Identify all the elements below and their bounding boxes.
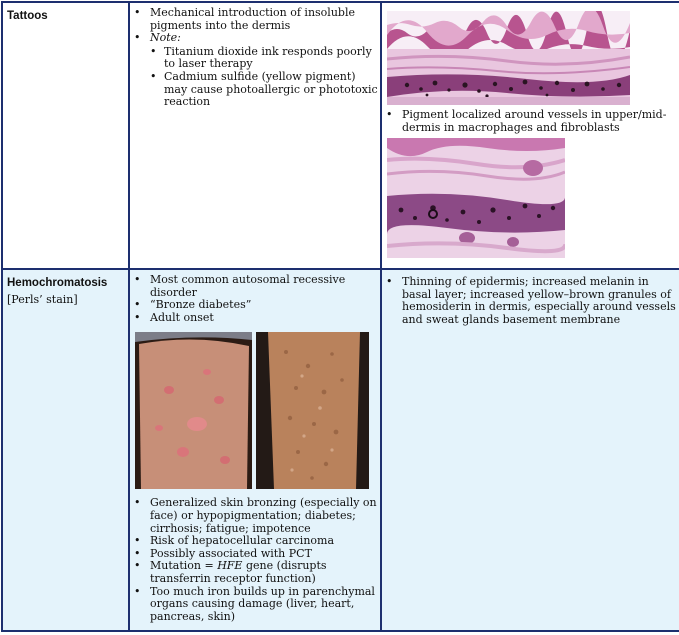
list-item: • Possibly associated with PCT bbox=[130, 548, 380, 561]
table-row-tattoos bbox=[2, 2, 679, 269]
condition-cell bbox=[2, 269, 129, 631]
features-list bbox=[130, 3, 380, 109]
list-item: • Generalized skin bronzing (especially on face) or hypopigmentation; diabetes; cirrhosis; fatigue; impotence bbox=[130, 497, 380, 535]
list-item: • Risk of hepatocellular carcinoma bbox=[130, 535, 380, 548]
list-item bbox=[130, 560, 380, 585]
histology-image-2-wrap bbox=[382, 134, 679, 258]
features-list-bottom bbox=[130, 497, 380, 623]
histology-caption-list bbox=[382, 105, 679, 134]
clinical-photo-thigh bbox=[135, 332, 252, 489]
histology-cell bbox=[381, 269, 679, 631]
condition-name: Hemochromatosis bbox=[7, 277, 108, 289]
mutation-gene: HFE bbox=[217, 559, 243, 573]
mutation-prefix: Mutation = bbox=[150, 559, 218, 573]
note-list bbox=[150, 46, 380, 109]
clinical-photo-leg bbox=[256, 332, 369, 489]
features-cell bbox=[129, 2, 381, 269]
histology-image-macrophages bbox=[387, 138, 565, 258]
histology-image-1-wrap bbox=[382, 3, 679, 105]
features-list-top bbox=[130, 270, 380, 324]
table-row-hemochromatosis bbox=[2, 269, 679, 631]
histology-image-upper-dermis bbox=[387, 11, 630, 105]
list-item bbox=[130, 32, 380, 109]
features-cell bbox=[129, 269, 381, 631]
list-item: • Most common autosomal recessive disorder bbox=[130, 274, 380, 299]
condition-name: Tattoos bbox=[7, 10, 48, 22]
list-item: • “Bronze diabetes” bbox=[130, 299, 380, 312]
list-item: • Titanium dioxide ink responds poorly to laser therapy bbox=[150, 46, 380, 71]
list-item: • Too much iron builds up in parenchymal organs causing damage (liver, heart, pancreas, skin) bbox=[130, 586, 380, 624]
list-item: • Cadmium sulfide (yellow pigment) may cause photoallergic or phototoxic reaction bbox=[150, 71, 380, 109]
stain-note: [Perls’ stain] bbox=[7, 293, 78, 306]
histology-cell bbox=[381, 2, 679, 269]
mutation-suffix: gene (disrupts transferrin receptor function) bbox=[150, 559, 327, 585]
list-item: • Thinning of epidermis; increased melanin in basal layer; increased yellow–brown granules of hemosiderin in dermis, especially around vessels and sweat glands basement membrane bbox=[382, 276, 679, 326]
clinical-photos bbox=[130, 324, 380, 497]
note-label: Note: bbox=[150, 31, 181, 45]
list-item: • Pigment localized around vessels in upper/mid-dermis in macrophages and fibroblasts bbox=[382, 109, 679, 134]
list-item: • Mechanical introduction of insoluble pigments into the dermis bbox=[130, 7, 380, 32]
list-item: • Adult onset bbox=[130, 312, 380, 325]
histology-list bbox=[382, 270, 679, 326]
condition-cell bbox=[2, 2, 129, 269]
tattoos-hemochromatosis-table bbox=[1, 1, 679, 632]
